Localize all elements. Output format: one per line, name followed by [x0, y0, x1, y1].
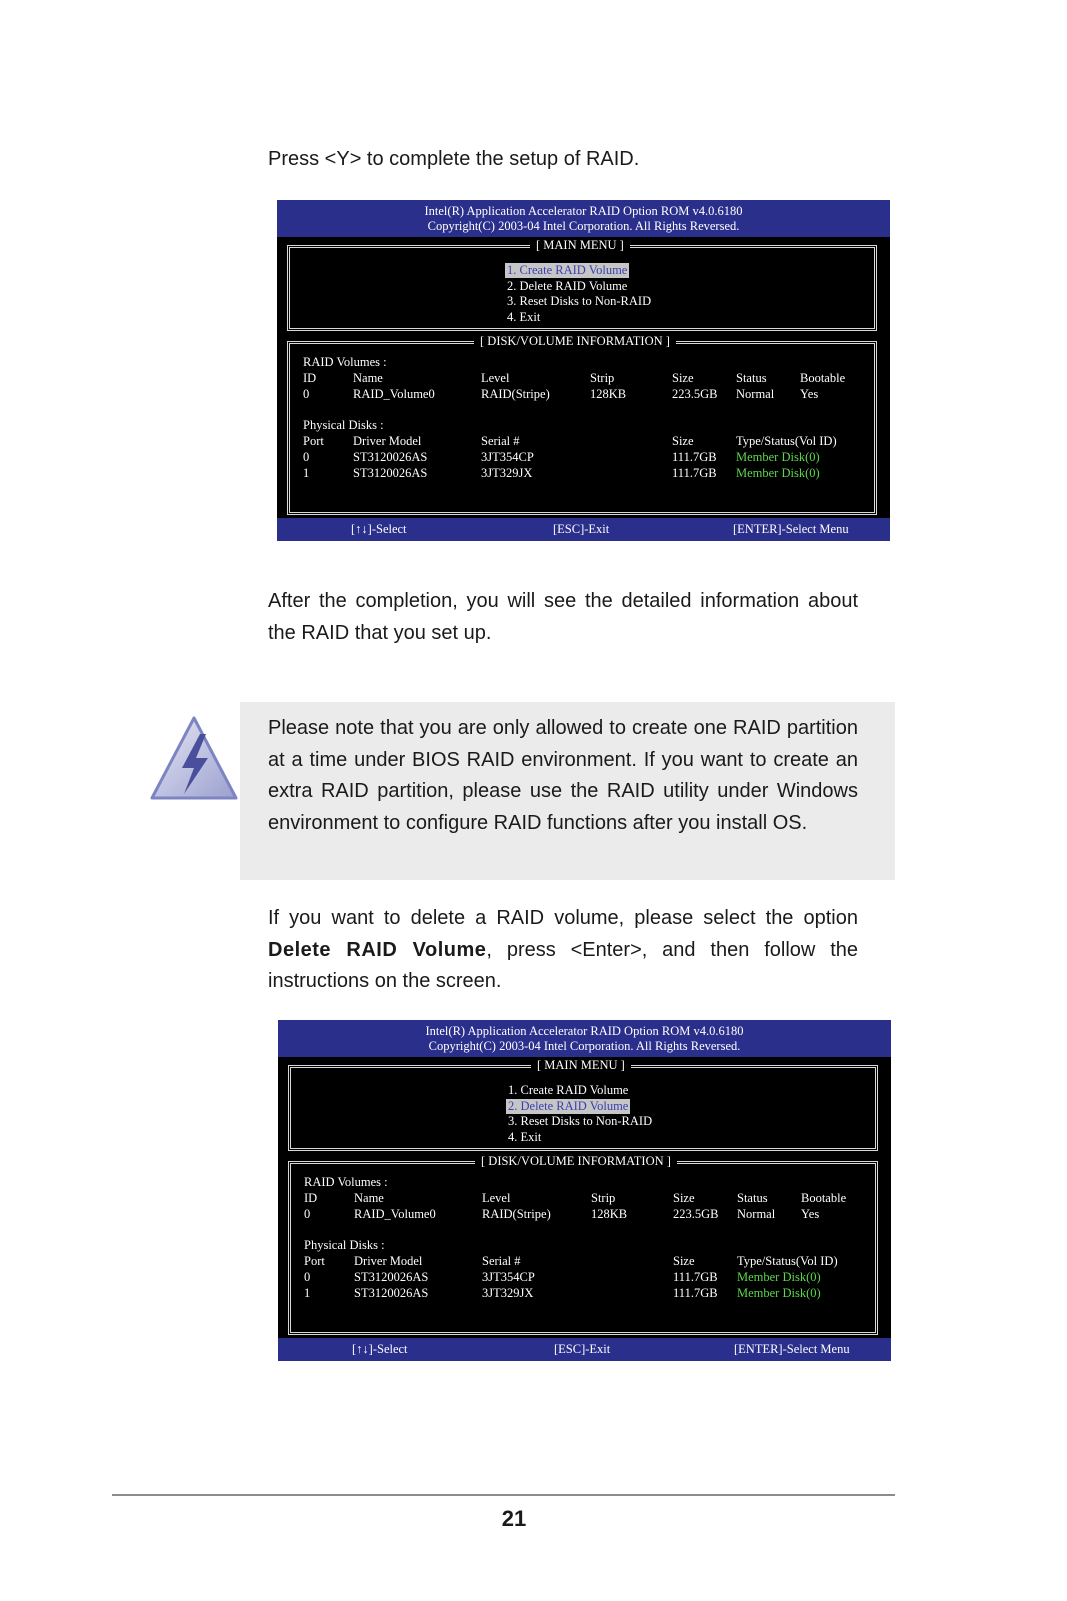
volume-header: Status: [737, 1191, 768, 1205]
disk-cell: 0: [303, 450, 310, 464]
volume-header: ID: [303, 371, 317, 385]
menu-item-1[interactable]: 1. Create RAID Volume: [507, 263, 628, 277]
raid-volumes-label: RAID Volumes :: [304, 1175, 388, 1189]
disk-cell: 3JT329JX: [481, 465, 533, 480]
footer-rule: [112, 1494, 895, 1496]
volume-cell: Normal: [736, 387, 775, 401]
main-menu-title: [ MAIN MENU ]: [530, 238, 630, 253]
info-title: [ DISK/VOLUME INFORMATION ]: [475, 1154, 677, 1169]
disk-volume-info-frame: [288, 1154, 878, 1335]
bios-title-line1: Intel(R) Application Accelerator RAID Option ROM v4.0.6180: [425, 1024, 744, 1038]
delete-text-before: If you want to delete a RAID volume, please select the option: [268, 907, 858, 929]
disk-cell: 111.7GB: [672, 450, 717, 464]
menu-item-1[interactable]: 1. Create RAID Volume: [508, 1083, 629, 1097]
bios-footer: [277, 518, 890, 541]
volume-header: Size: [673, 1191, 695, 1205]
disk-header: Serial #: [482, 1254, 521, 1268]
volume-header: Level: [481, 371, 510, 385]
bios-title-line2: Copyright(C) 2003-04 Intel Corporation. All Rights Reversed.: [428, 1039, 741, 1053]
volume-header: Strip: [590, 371, 615, 385]
disk-cell: 111.7GB: [673, 1285, 718, 1300]
volume-header: Status: [736, 371, 767, 385]
delete-text-after: , press <Enter>, and then follow the instructions on the screen.: [268, 938, 858, 992]
disk-cell: 111.7GB: [672, 465, 717, 480]
disk-header: Type/Status(Vol ID): [736, 434, 837, 448]
volume-header: Name: [354, 1191, 384, 1205]
volume-header: Strip: [591, 1191, 616, 1205]
volume-header: Bootable: [801, 1191, 847, 1205]
page-number: 21: [501, 1506, 527, 1531]
volume-cell: 128KB: [591, 1207, 628, 1221]
disk-cell: Member Disk(0): [737, 1285, 821, 1300]
raid-volumes-label: RAID Volumes :: [303, 355, 387, 369]
footer-hint-1: [↑↓]-Select: [352, 1342, 408, 1356]
disk-header: Driver Model: [354, 1254, 423, 1268]
menu-item-2[interactable]: 2. Delete RAID Volume: [507, 278, 628, 293]
disk-cell: ST3120026AS: [353, 465, 428, 480]
volume-cell: RAID(Stripe): [481, 387, 550, 401]
volume-header: Bootable: [800, 371, 846, 385]
after-completion-text: After the completion, you will see the detailed information about the RAID that you set up.: [268, 590, 858, 644]
volume-cell: Normal: [737, 1207, 776, 1221]
main-menu-frame: [287, 238, 877, 331]
disk-header: Type/Status(Vol ID): [737, 1254, 838, 1268]
bios-header: [277, 200, 890, 237]
footer-hint-3: [ENTER]-Select Menu: [734, 1342, 850, 1356]
disk-cell: ST3120026AS: [354, 1270, 429, 1284]
volume-header: ID: [304, 1191, 318, 1205]
volume-cell: Yes: [801, 1207, 820, 1221]
menu-item-4[interactable]: 4. Exit: [508, 1129, 542, 1144]
disk-cell: 111.7GB: [673, 1270, 718, 1284]
disk-cell: ST3120026AS: [354, 1285, 429, 1300]
menu-item-3[interactable]: 3. Reset Disks to Non-RAID: [508, 1114, 653, 1128]
menu-item-2[interactable]: 2. Delete RAID Volume: [508, 1098, 629, 1113]
disk-volume-info-frame: [287, 334, 877, 515]
footer-hint-1: [↑↓]-Select: [351, 522, 407, 536]
volume-cell: 128KB: [590, 387, 627, 401]
footer-hint-3: [ENTER]-Select Menu: [733, 522, 849, 536]
disk-cell: Member Disk(0): [737, 1270, 821, 1284]
bios-screen-create: [277, 200, 890, 541]
disk-cell: 3JT354CP: [481, 450, 534, 464]
volume-header: Size: [672, 371, 694, 385]
disk-cell: Member Disk(0): [736, 450, 820, 464]
disk-header: Serial #: [481, 434, 520, 448]
intro-text: Press <Y> to complete the setup of RAID.: [268, 148, 640, 170]
note-text: Please note that you are only allowed to create one RAID partition at a time under BIOS RAID environment. If you want to create an extra RAID partition, please use the RAID utility under Windows environment to configure RAID functions after you install OS.: [268, 717, 858, 834]
disk-cell: ST3120026AS: [353, 450, 428, 464]
delete-option-name: Delete RAID Volume: [268, 938, 487, 961]
bios-footer: [278, 1338, 891, 1361]
disk-cell: 3JT354CP: [482, 1270, 535, 1284]
disk-cell: 0: [304, 1270, 311, 1284]
disk-header: Port: [304, 1254, 325, 1268]
main-menu-frame: [288, 1058, 878, 1151]
bios-header: [278, 1020, 891, 1057]
volume-header: Level: [482, 1191, 511, 1205]
volume-cell: RAID_Volume0: [353, 387, 435, 401]
disk-cell: 1: [303, 465, 310, 480]
disk-header: Driver Model: [353, 434, 422, 448]
warning-lightning-icon: [148, 714, 240, 802]
volume-cell: 0: [303, 387, 310, 401]
disk-cell: Member Disk(0): [736, 465, 820, 480]
delete-instructions-text: [268, 903, 858, 998]
volume-cell: RAID_Volume0: [354, 1207, 436, 1221]
info-title: [ DISK/VOLUME INFORMATION ]: [474, 334, 676, 349]
volume-header: Name: [353, 371, 383, 385]
volume-cell: RAID(Stripe): [482, 1207, 551, 1221]
volume-cell: Yes: [800, 387, 819, 401]
physical-disks-label: Physical Disks :: [303, 418, 384, 432]
volume-cell: 223.5GB: [672, 387, 718, 401]
bios-title-line2: Copyright(C) 2003-04 Intel Corporation. All Rights Reversed.: [427, 219, 740, 233]
disk-header: Port: [303, 434, 324, 448]
physical-disks-label: Physical Disks :: [304, 1238, 385, 1252]
disk-cell: 1: [304, 1285, 311, 1300]
disk-cell: 3JT329JX: [482, 1285, 534, 1300]
footer-hint-2: [ESC]-Exit: [554, 1342, 611, 1356]
bios-title-line1: Intel(R) Application Accelerator RAID Option ROM v4.0.6180: [424, 204, 743, 218]
main-menu-title: [ MAIN MENU ]: [531, 1058, 631, 1073]
volume-cell: 0: [304, 1207, 311, 1221]
footer-hint-2: [ESC]-Exit: [553, 522, 610, 536]
volume-cell: 223.5GB: [673, 1207, 719, 1221]
disk-header: Size: [672, 434, 694, 448]
disk-header: Size: [673, 1254, 695, 1268]
menu-item-4[interactable]: 4. Exit: [507, 309, 541, 324]
bios-screen-delete: [278, 1020, 891, 1361]
menu-item-3[interactable]: 3. Reset Disks to Non-RAID: [507, 294, 652, 308]
